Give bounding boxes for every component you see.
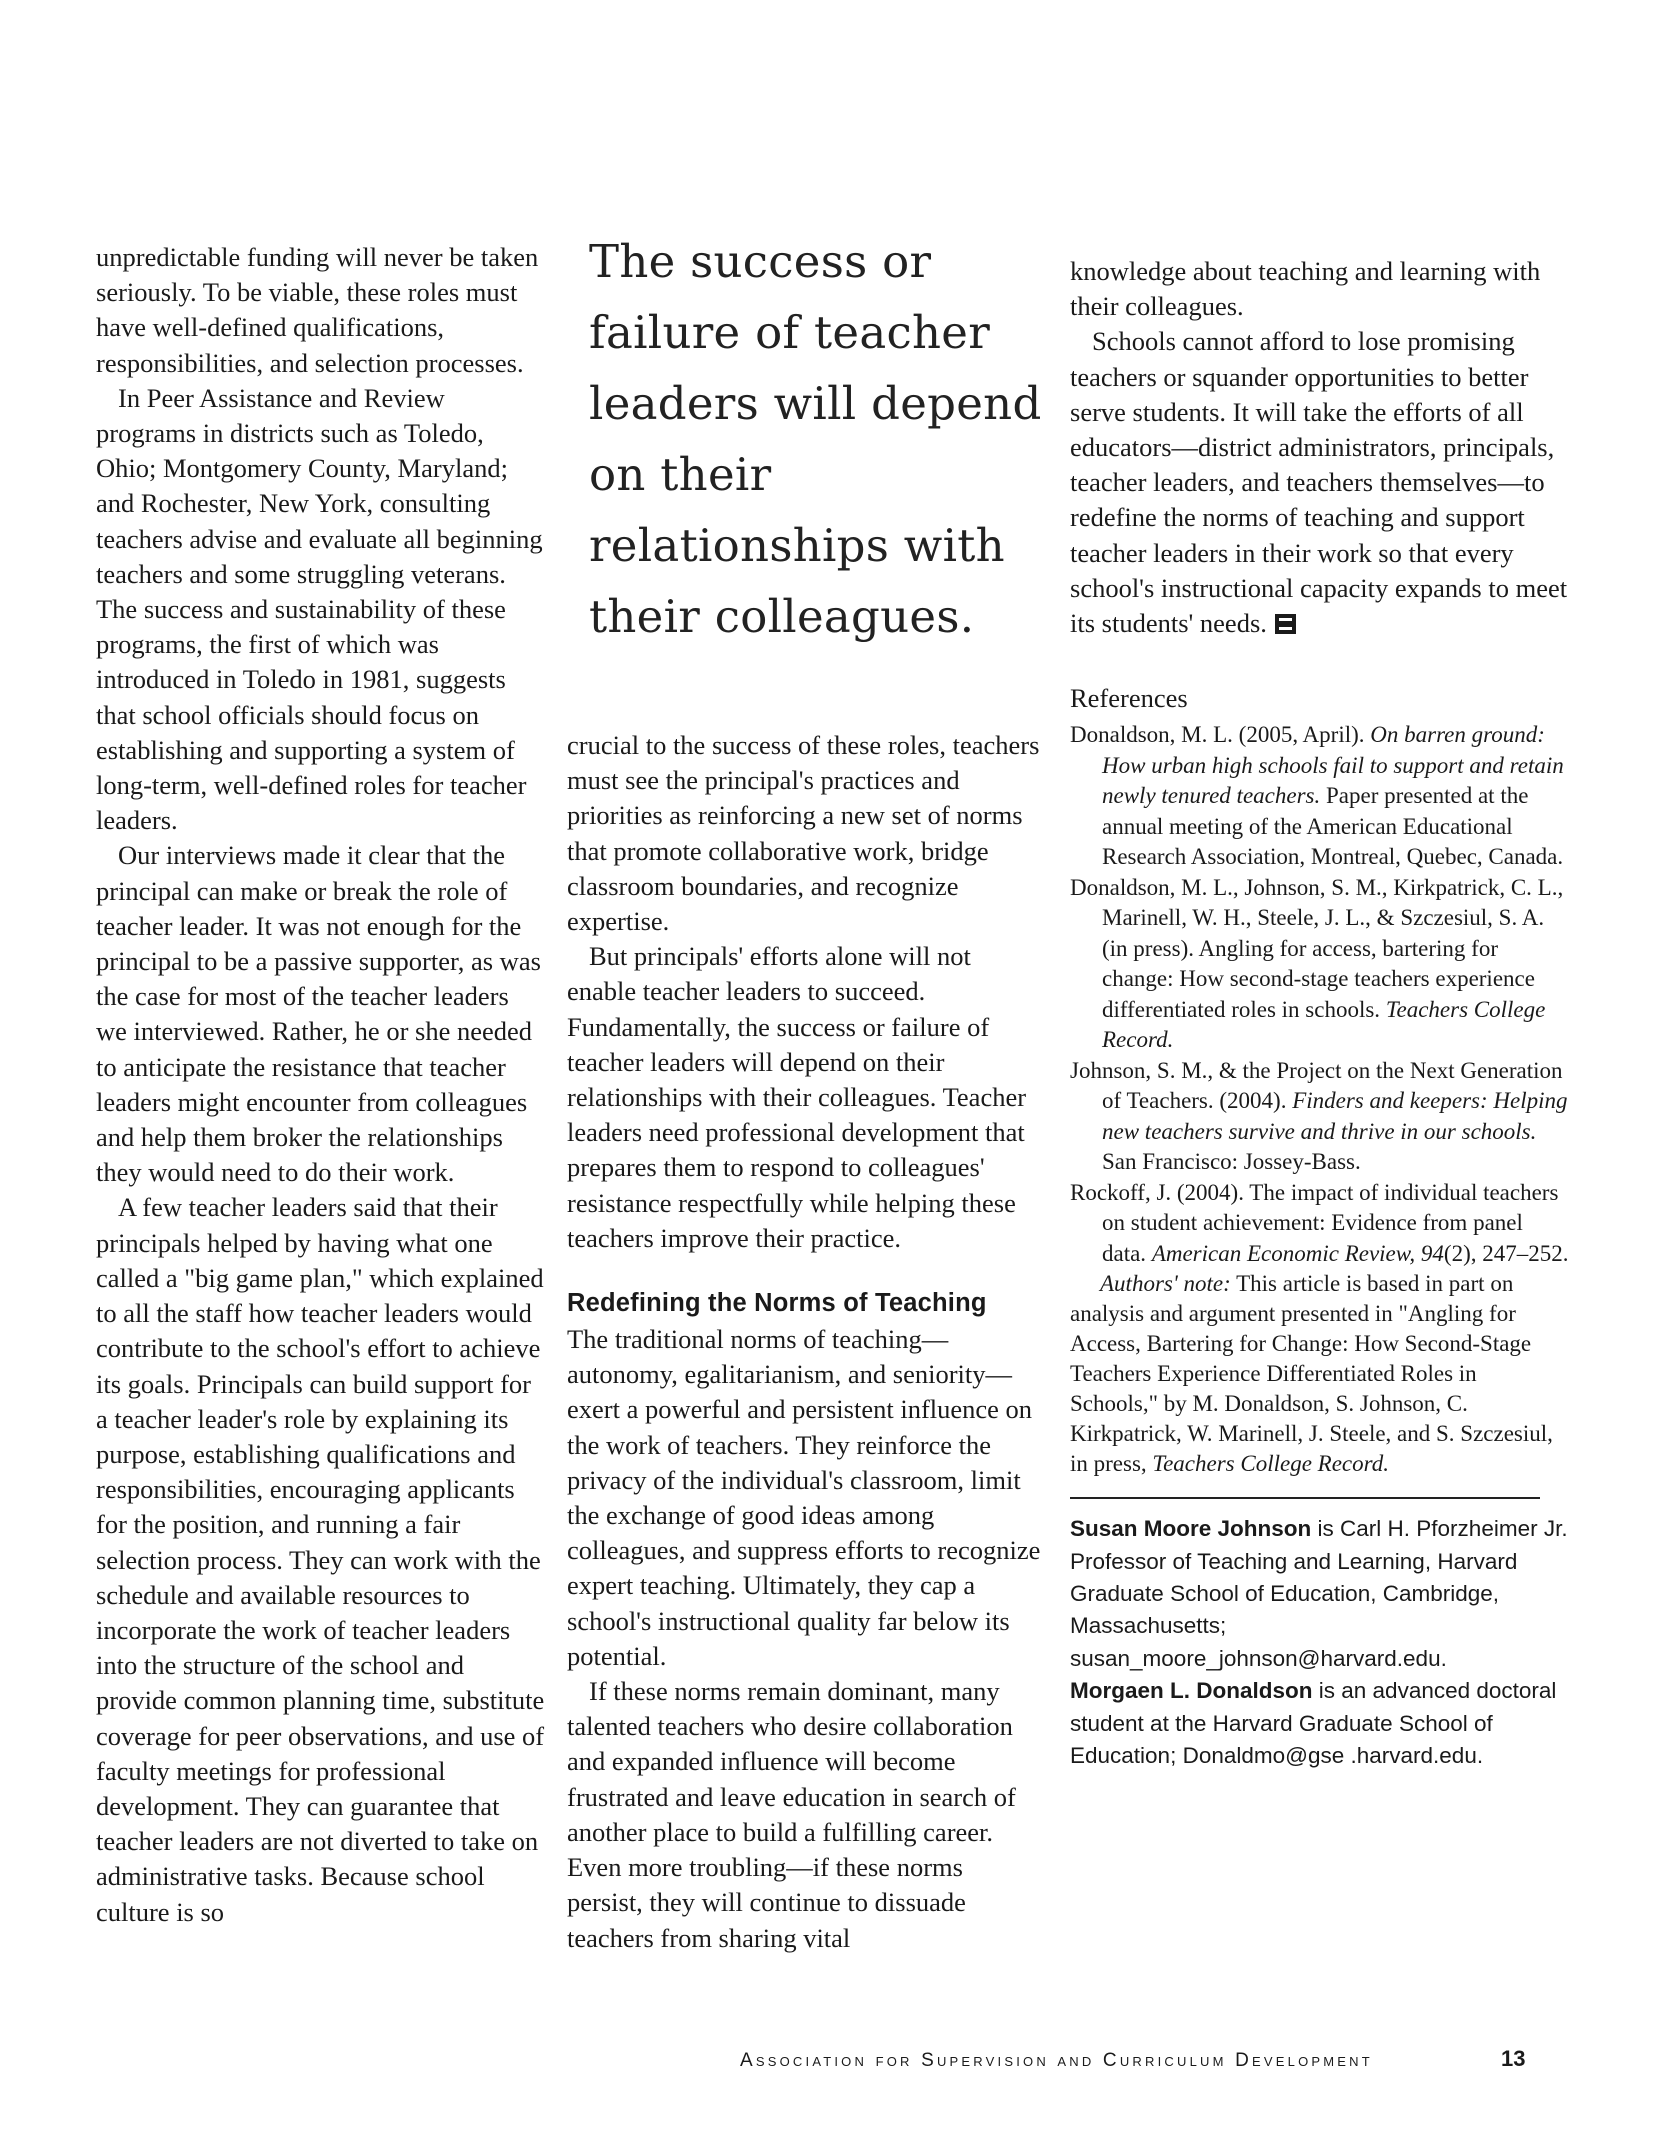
author-name: Susan Moore Johnson [1070,1516,1312,1542]
references-heading: References [1070,683,1188,714]
reference-entry: Donaldson, M. L., Johnson, S. M., Kirkpatrick, C. L., Marinell, W. H., Steele, J. L., & Szczesiul, S. A. (in press). Angling for access, bartering for change: How second-stage teachers experience differentiated roles in schools. Teachers College Record. [1070,874,1564,1053]
author-name: Morgaen L. Donaldson [1070,1678,1313,1704]
column-2 [567,235,1042,1956]
authors-note: Authors' note: This article is based in part on analysis and argument presented in "Angling for Access, Bartering for Change: How Second-Stage Teachers Experience Differentiated Roles in Schools," by M. Donaldson, S. Johnson, C. Kirkpatrick, W. Marinell, J. Steele, and S. Szczesiul, in press, Teachers College Record. [1070,1271,1553,1477]
section-heading: Redefining the Norms of Teaching [567,1289,987,1318]
end-of-article-icon [1275,614,1296,634]
running-footer: Association for Supervision and Curriculum Development [740,2050,1373,2071]
body-paragraph: But principals' efforts alone will not enable teacher leaders to succeed. Fundamentally, the success or failure of teacher leaders will depend on their relationships with their colleagues. Teacher leaders need professional development that prepares them to respond to colleagues' resistance respectfully while helping these teachers improve their practice. [567,941,1027,1253]
column-3 [1070,254,1570,1772]
reference-entry: Rockoff, J. (2004). The impact of individual teachers on student achievement: Evidence from panel data. American Economic Review, 94(2), 247–252. [1070,1179,1569,1266]
body-paragraph [1070,324,1570,641]
reference-entry: Donaldson, M. L. (2005, April). On barren ground: How urban high schools fail to support and retain newly tenured teachers. Paper presented at the annual meeting of the American Educational Research Association, Montreal, Quebec, Canada. [1070,722,1564,870]
column-1 [96,240,546,1930]
body-paragraph: In Peer Assistance and Review programs in districts such as Toledo, Ohio; Montgomery County, Maryland; and Rochester, New York, consulting teachers advise and evaluate all beginning teachers and some struggling veterans. The success and sustainability of these programs, the first of which was introduced in Toledo in 1981, suggests that school officials should focus on establishing and supporting a system of long-term, well-defined roles for teacher leaders. [96,382,543,836]
author-bio: Morgaen L. Donaldson is an advanced doctoral student at the Harvard Graduate School of Education; Donaldmo@gse .harvard.edu. [1070,1678,1557,1769]
body-paragraph: knowledge about teaching and learning with their colleagues. [1070,256,1541,322]
body-paragraph: The traditional norms of teaching—autonomy, egalitarianism, and seniority—exert a powerful and persistent influence on the work of teachers. They reinforce the privacy of the individual's classroom, limit the exchange of good ideas among colleagues, and suppress efforts to recognize expert teaching. Ultimately, they cap a school's instructional quality far below its potential. [567,1324,1041,1671]
authors-note-label: Authors' note: [1100,1271,1231,1297]
body-paragraph: If these norms remain dominant, many talented teachers who desire collaboration and expanded influence will become frustrated and leave education in search of another place to build a fulfilling career. Even more troubling—if these norms persist, they will continue to dissuade teachers from sharing vital [567,1676,1016,1953]
body-paragraph: Our interviews made it clear that the principal can make or break the role of teacher leader. It was not enough for the principal to be a passive supporter, as was the case for most of the teacher leaders we interviewed. Rather, he or she needed to anticipate the resistance that teacher leaders might encounter from colleagues and help them broker the relationships they would need to do their work. [96,840,541,1188]
body-paragraph-text: Schools cannot afford to lose promising teachers or squander opportunities to better serve students. It will take the efforts of all educators—district administrators, principals, teacher leaders, and teachers themselves—to redefine the norms of teaching and support teacher leaders in their work so that every school's instructional capacity expands to meet its students' needs. [1070,326,1568,639]
pull-quote: The success or failure of teacher leaders will depend on their relationships with their colleagues. [589,235,1042,643]
body-paragraph: A few teacher leaders said that their principals helped by having what one called a "big game plan," which explained to all the staff how teacher leaders would contribute to the school's effort to achieve its goals. Principals can build support for a teacher leader's role by explaining its purpose, establishing qualifications and responsibilities, encouraging applicants for the position, and running a fair selection process. They can work with the schedule and available resources to incorporate the work of teacher leaders into the structure of the school and provide common planning time, substitute coverage for peer observations, and use of faculty meetings for professional development. They can guarantee that teacher leaders are not diverted to take on administrative tasks. Because school culture is so [96,1192,545,1927]
reference-entry: Johnson, S. M., & the Project on the Next Generation of Teachers. (2004). Finders and keepers: Helping new teachers survive and thrive in our schools. San Francisco: Jossey-Bass. [1070,1057,1568,1175]
divider [1070,1497,1540,1499]
author-bio: Susan Moore Johnson is Carl H. Pforzheimer Jr. Professor of Teaching and Learning, Harvard Graduate School of Education, Cambridge, Massachusetts; susan_moore_johnson@harvard.edu. [1070,1516,1568,1671]
page-number: 13 [1501,2046,1526,2071]
body-paragraph: crucial to the success of these roles, teachers must see the principal's practices and priorities as reinforcing a new set of norms that promote collaborative work, bridge classroom boundaries, and recognize expertise. [567,730,1040,937]
body-paragraph: unpredictable funding will never be taken seriously. To be viable, these roles must have well-defined qualifications, responsibilities, and selection processes. [96,242,539,378]
